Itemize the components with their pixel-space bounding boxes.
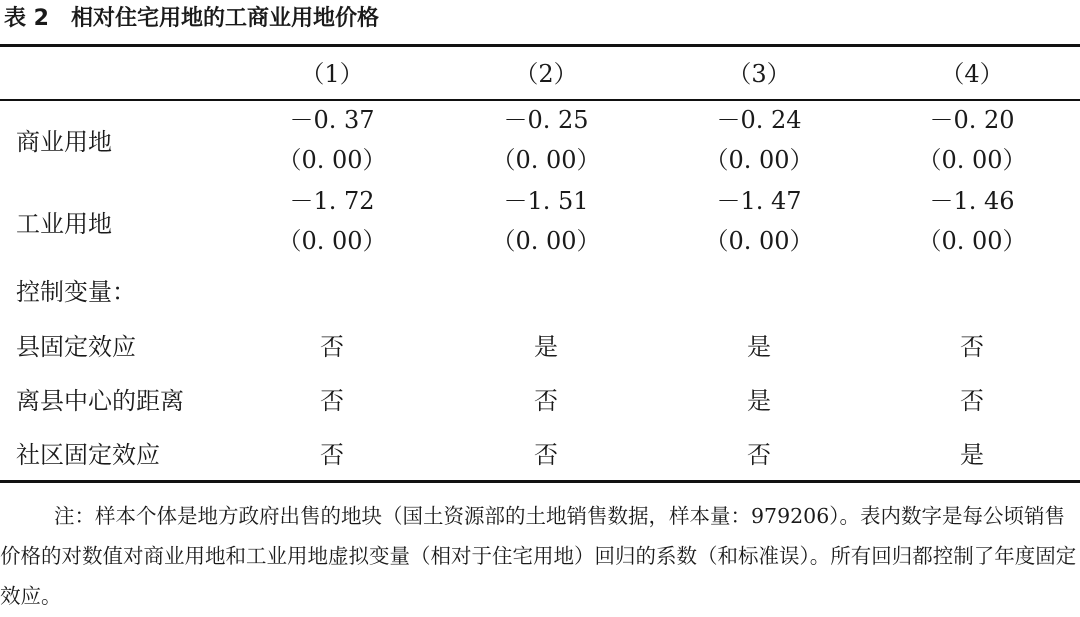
- distance-2: 否: [534, 387, 558, 415]
- county-fe-2: 是: [534, 333, 558, 361]
- distance-4: 否: [960, 387, 984, 415]
- row-label-county-fe: 县固定效应: [16, 333, 136, 361]
- table-caption: 相对住宅用地的工商业用地价格: [70, 6, 379, 31]
- coef-industrial-3: －1. 47: [716, 187, 802, 215]
- county-fe-3: 是: [747, 333, 771, 361]
- distance-1: 否: [320, 387, 344, 415]
- coef-industrial-4: －1. 46: [929, 187, 1015, 215]
- column-header-2: （2）: [514, 60, 578, 88]
- distance-3: 是: [747, 387, 771, 415]
- se-commercial-2: （0. 00）: [491, 146, 601, 174]
- bottom-rule: [0, 480, 1080, 483]
- se-industrial-3: （0. 00）: [704, 227, 814, 255]
- row-label-industrial: 工业用地: [16, 210, 112, 238]
- column-header-3: （3）: [727, 60, 791, 88]
- row-label-commercial: 商业用地: [16, 128, 112, 156]
- se-commercial-4: （0. 00）: [917, 146, 1027, 174]
- community-fe-2: 否: [534, 441, 558, 469]
- se-commercial-3: （0. 00）: [704, 146, 814, 174]
- row-label-distance: 离县中心的距离: [16, 387, 184, 415]
- top-rule: [0, 44, 1080, 47]
- controls-header: 控制变量：: [16, 278, 136, 306]
- county-fe-4: 否: [960, 333, 984, 361]
- coef-industrial-1: －1. 72: [289, 187, 375, 215]
- table-note-text: 注：样本个体是地方政府出售的地块（国土资源部的土地销售数据，样本量：979206）。表内数字是每公顷销售价格的对数值对商业用地和工业用地虚拟变量（相对于住宅用地）回归的系数（和标准误）。所有回归都控制了年度固定效应。: [0, 504, 1077, 608]
- column-header-1: （1）: [300, 60, 364, 88]
- table-title: [4, 4, 379, 34]
- community-fe-3: 否: [747, 441, 771, 469]
- table-note: [0, 496, 1080, 616]
- coef-commercial-3: －0. 24: [716, 106, 802, 134]
- table-number: 表 2: [4, 6, 49, 31]
- community-fe-4: 是: [960, 441, 984, 469]
- coef-industrial-2: －1. 51: [503, 187, 589, 215]
- se-industrial-1: （0. 00）: [277, 227, 387, 255]
- se-industrial-4: （0. 00）: [917, 227, 1027, 255]
- column-header-4: （4）: [940, 60, 1004, 88]
- coef-commercial-4: －0. 20: [929, 106, 1015, 134]
- coef-commercial-1: －0. 37: [289, 106, 375, 134]
- row-label-community-fe: 社区固定效应: [16, 441, 160, 469]
- se-commercial-1: （0. 00）: [277, 146, 387, 174]
- se-industrial-2: （0. 00）: [491, 227, 601, 255]
- coef-commercial-2: －0. 25: [503, 106, 589, 134]
- county-fe-1: 否: [320, 333, 344, 361]
- community-fe-1: 否: [320, 441, 344, 469]
- header-rule: [0, 99, 1080, 101]
